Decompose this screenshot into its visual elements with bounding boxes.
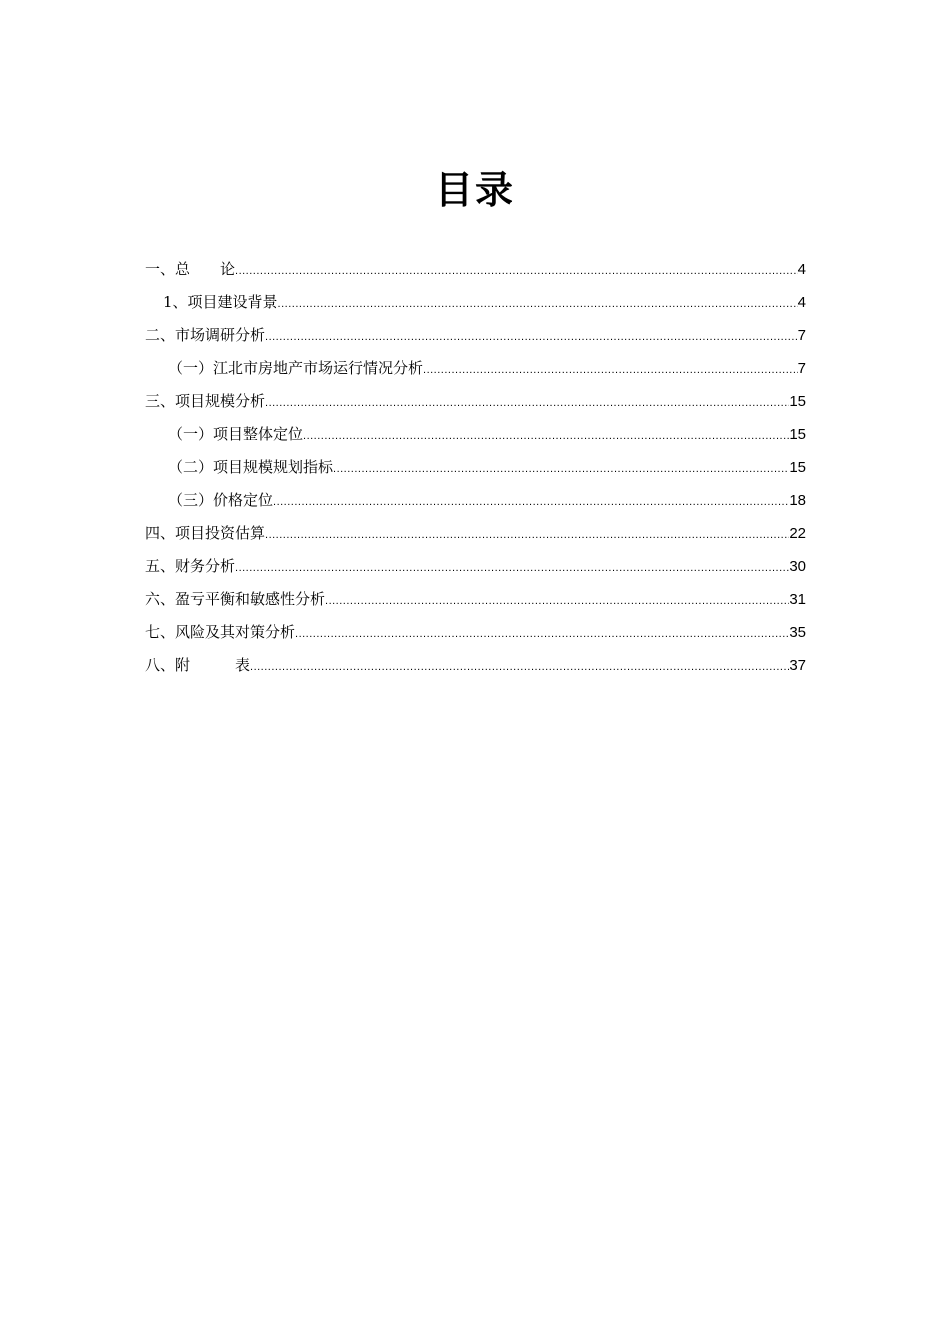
toc-leader-dots xyxy=(265,392,789,414)
toc-entry-page: 7 xyxy=(797,360,806,377)
toc-entry-page: 15 xyxy=(789,459,806,476)
toc-leader-dots xyxy=(333,458,789,480)
toc-entry-label: （三）价格定位 xyxy=(168,491,274,509)
toc-entry-background[interactable] xyxy=(145,291,806,324)
toc-entry-label: （二）项目规模规划指标 xyxy=(168,458,334,476)
toc-entry-market-analysis[interactable] xyxy=(145,357,806,390)
toc-leader-dots xyxy=(235,557,789,579)
toc-entry-label: 一、总 论 xyxy=(145,260,236,278)
toc-entry-page: 22 xyxy=(789,525,806,542)
toc-entry-page: 7 xyxy=(797,327,806,344)
toc-entry-investment[interactable] xyxy=(145,522,806,555)
toc-leader-dots xyxy=(423,359,798,381)
toc-entry-page: 18 xyxy=(789,492,806,509)
toc-entry-appendix[interactable] xyxy=(145,654,806,687)
toc-entry-label: （一）项目整体定位 xyxy=(168,425,304,443)
toc-leader-dots xyxy=(250,656,789,678)
toc-entry-label: 四、项目投资估算 xyxy=(145,524,266,542)
toc-entry-breakeven[interactable] xyxy=(145,588,806,621)
toc-entry-planning-indicators[interactable] xyxy=(145,456,806,489)
toc-entry-page: 30 xyxy=(789,558,806,575)
toc-title: 目录 xyxy=(434,168,515,212)
toc-entry-page: 15 xyxy=(789,426,806,443)
toc-entry-label: 八、附 表 xyxy=(145,656,251,674)
toc-entry-label: （一）江北市房地产市场运行情况分析 xyxy=(168,359,424,377)
toc-entry-scale-analysis[interactable] xyxy=(145,390,806,423)
toc-entry-label: 二、市场调研分析 xyxy=(145,326,266,344)
toc-entry-pricing[interactable] xyxy=(145,489,806,522)
toc-entry-page: 37 xyxy=(789,657,806,674)
toc-leader-dots xyxy=(295,623,789,645)
toc-entry-label: 七、风险及其对策分析 xyxy=(145,623,296,641)
toc-entry-positioning[interactable] xyxy=(145,423,806,456)
toc-leader-dots xyxy=(265,524,789,546)
toc-entry-overview[interactable] xyxy=(145,258,806,291)
toc-leader-dots xyxy=(303,425,789,447)
toc-entry-page: 31 xyxy=(789,591,806,608)
toc-entry-page: 35 xyxy=(789,624,806,641)
toc-entry-risk[interactable] xyxy=(145,621,806,654)
toc-leader-dots xyxy=(278,293,798,315)
toc-entry-label: 六、盈亏平衡和敏感性分析 xyxy=(145,590,326,608)
toc-entry-page: 15 xyxy=(789,393,806,410)
toc-leader-dots xyxy=(235,260,798,282)
toc-entry-label: 五、财务分析 xyxy=(145,557,236,575)
table-of-contents xyxy=(145,258,806,687)
toc-entry-financial[interactable] xyxy=(145,555,806,588)
toc-entry-label: 1、项目建设背景 xyxy=(163,293,278,311)
toc-leader-dots xyxy=(325,590,789,612)
toc-entry-page: 4 xyxy=(797,261,806,278)
toc-entry-market-research[interactable] xyxy=(145,324,806,357)
toc-leader-dots xyxy=(273,491,789,513)
toc-entry-label: 三、项目规模分析 xyxy=(145,392,266,410)
toc-leader-dots xyxy=(265,326,798,348)
toc-entry-page: 4 xyxy=(797,294,806,311)
